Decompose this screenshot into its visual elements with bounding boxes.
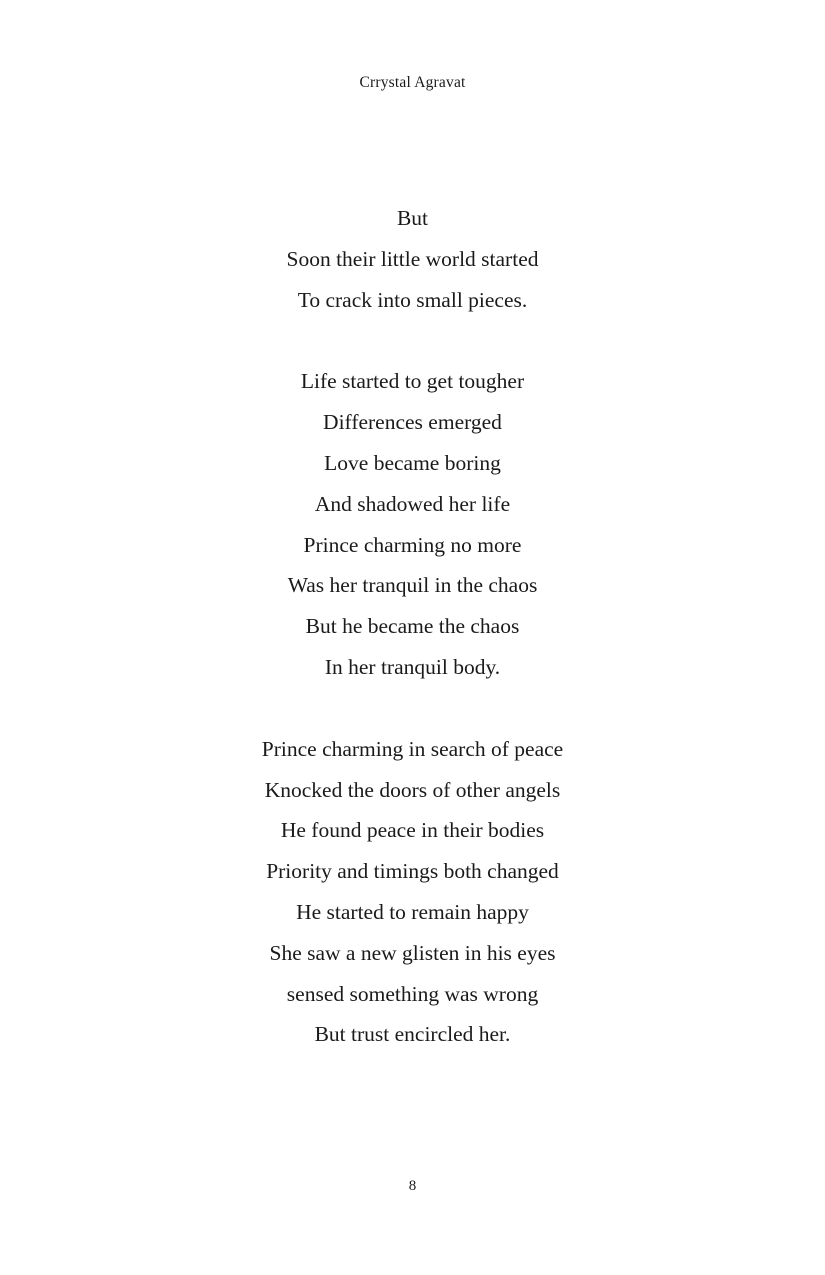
poem-line: Soon their little world started	[286, 246, 539, 271]
page-number: 8	[408, 1178, 417, 1194]
poem-line: Prince charming in search of peace	[261, 736, 564, 761]
running-head-author: Crrystal Agravat	[359, 74, 466, 91]
poem-line: Knocked the doors of other angels	[264, 777, 561, 802]
stanza	[0, 361, 825, 687]
poem-line: And shadowed her life	[314, 491, 511, 516]
poem-line: But	[396, 206, 429, 230]
poem-line: sensed something was wrong	[286, 981, 539, 1006]
poem-line: But trust encircled her.	[314, 1022, 511, 1047]
poem-body	[0, 198, 825, 1055]
poem-line: But he became the chaos	[305, 614, 520, 639]
poem-line: He found peace in their bodies	[280, 818, 545, 843]
stanza	[0, 198, 825, 320]
poem-line: She saw a new glisten in his eyes	[269, 940, 556, 965]
poem-line: To crack into small pieces.	[297, 287, 528, 312]
poem-line: In her tranquil body.	[324, 654, 501, 679]
poem-line: Love became boring	[324, 450, 501, 475]
stanza	[0, 729, 825, 1055]
poem-line: Was her tranquil in the chaos	[287, 573, 538, 598]
poem-line: Prince charming no more	[303, 532, 522, 557]
poem-line: Priority and timings both changed	[266, 859, 559, 884]
poem-line: Differences emerged	[323, 410, 502, 435]
poem-line: Life started to get tougher	[300, 369, 525, 394]
poem-line: He started to remain happy	[296, 899, 529, 924]
